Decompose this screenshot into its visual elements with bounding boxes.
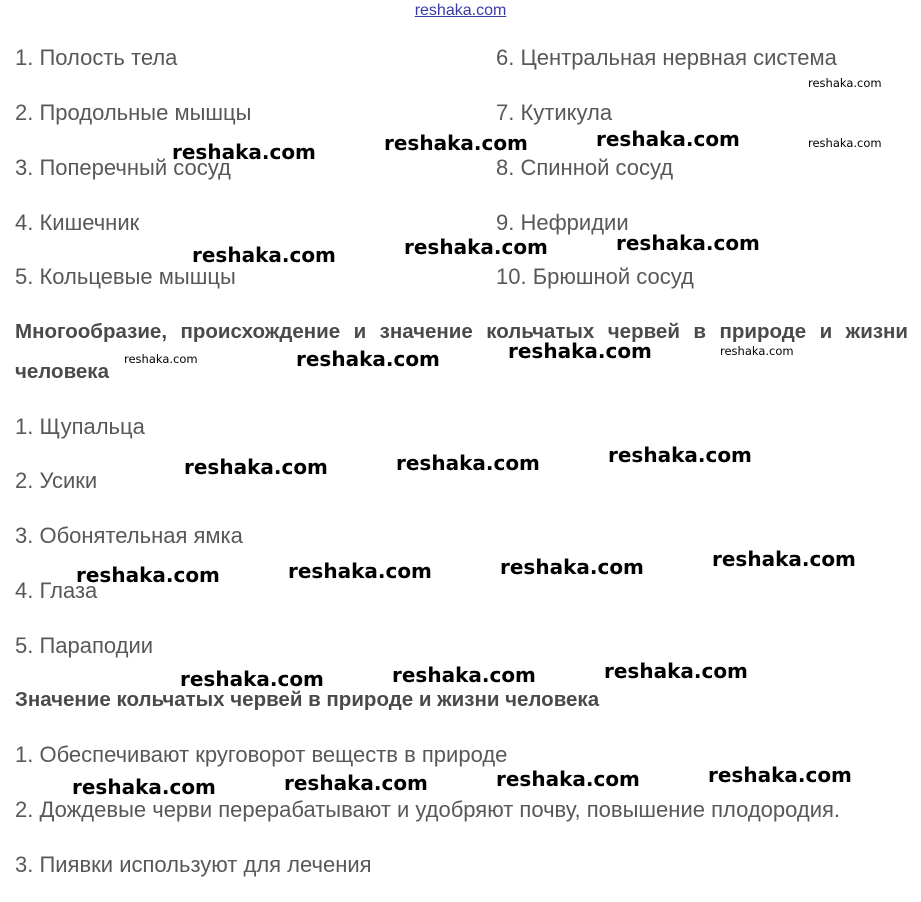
list-item: 3. Поперечный сосуд (15, 155, 231, 180)
watermark: reshaka.com (404, 235, 548, 259)
watermark-small: reshaka.com (808, 76, 882, 90)
list-item: 10. Брюшной сосуд (496, 264, 694, 289)
watermark: reshaka.com (708, 763, 852, 787)
list-item: 1. Обеспечивают круговорот веществ в природе (15, 742, 508, 767)
list-item: 7. Кутикула (496, 100, 613, 125)
list-item: 1. Полость тела (15, 45, 178, 70)
watermark: reshaka.com (616, 231, 760, 255)
watermark: reshaka.com (496, 767, 640, 791)
watermark-small: reshaka.com (124, 352, 198, 366)
watermark: reshaka.com (384, 131, 528, 155)
watermark: reshaka.com (76, 563, 220, 587)
list-item: 2. Дождевые черви перерабатывают и удобряют почву, повышение плодородия. (15, 797, 841, 822)
list-item: 2. Усики (15, 468, 98, 493)
list-item: 3. Обонятельная ямка (15, 523, 243, 548)
watermark: reshaka.com (604, 659, 748, 683)
list-item: 8. Спинной сосуд (496, 155, 674, 180)
watermark: reshaka.com (392, 663, 536, 687)
watermark: reshaka.com (500, 555, 644, 579)
list-item: 9. Нефридии (496, 210, 629, 235)
watermark: reshaka.com (172, 140, 316, 164)
watermark: reshaka.com (192, 243, 336, 267)
watermark-small: reshaka.com (720, 344, 794, 358)
list-item: 5. Кольцевые мышцы (15, 264, 236, 289)
list-item: 5. Параподии (15, 633, 154, 658)
watermark: reshaka.com (596, 127, 740, 151)
watermark: reshaka.com (180, 667, 324, 691)
watermark: reshaka.com (288, 559, 432, 583)
header-site-link[interactable]: reshaka.com (414, 2, 507, 19)
watermark: reshaka.com (712, 547, 856, 571)
list-item: 6. Центральная нервная система (496, 45, 837, 70)
watermark: reshaka.com (72, 775, 216, 799)
watermark-small: reshaka.com (808, 136, 882, 150)
list-item: 4. Кишечник (15, 210, 140, 235)
watermark: reshaka.com (608, 443, 752, 467)
list-item: 3. Пиявки используют для лечения (15, 852, 372, 877)
section-heading: Многообразие, происхождение и значение кольчатых червей в природе и жизни человека (15, 320, 908, 383)
list-item: 2. Продольные мышцы (15, 100, 252, 125)
watermark: reshaka.com (508, 339, 652, 363)
watermark: reshaka.com (184, 455, 328, 479)
watermark: reshaka.com (296, 347, 440, 371)
section-heading: Значение кольчатых червей в природе и жизни человека (15, 688, 600, 711)
list-item: 4. Глаза (15, 578, 98, 603)
watermark: reshaka.com (284, 771, 428, 795)
list-item: 1. Щупальца (15, 414, 145, 439)
watermark: reshaka.com (396, 451, 540, 475)
